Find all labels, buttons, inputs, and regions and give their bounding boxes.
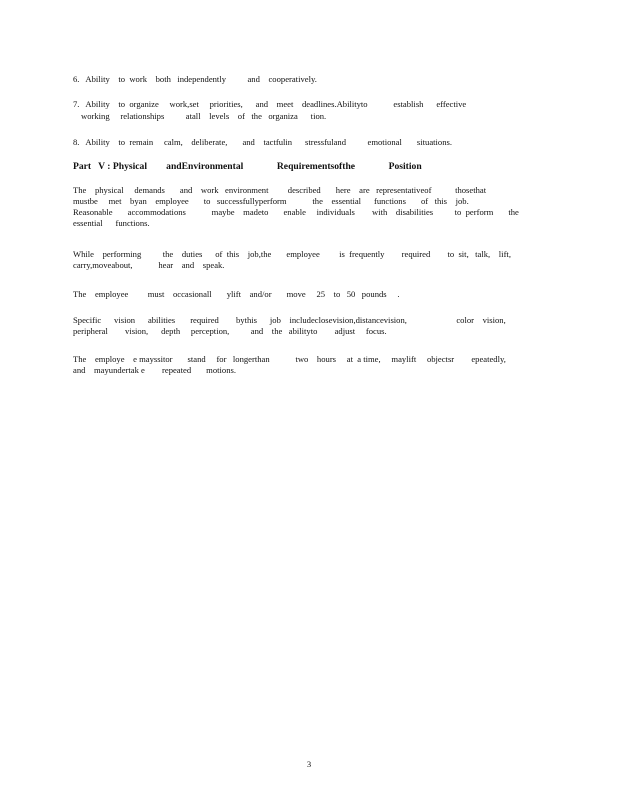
paragraph-line: Specific vision abilities required bythis job includeclosevision,distancevision, color vision, xyxy=(73,315,506,325)
paragraph-line: mustbe met byan employee to successfullyperform the essential functions of this job. xyxy=(73,196,469,206)
list-item-line: 6. Ability to work both independently and cooperatively. xyxy=(73,74,317,84)
paragraph-line: essential functions. xyxy=(73,218,150,228)
paragraph-physical-demands xyxy=(73,185,543,229)
paragraph-line: The employee must occasionall ylift and/or move 25 to 50 pounds . xyxy=(73,289,400,299)
paragraph-line: carry,moveabout, hear and speak. xyxy=(73,260,225,270)
paragraph-lifting xyxy=(73,289,543,300)
list-item-line: working relationships atall levels of the organiza tion. xyxy=(81,111,327,121)
list-item-line: 7. Ability to organize work,set priorities, and meet deadlines.Abilityto establish effective xyxy=(73,99,467,109)
list-item-line: 8. Ability to remain calm, deliberate, and tactfulin stressfuland emotional situations. xyxy=(73,137,453,147)
paragraph-line: and mayundertak e repeated motions. xyxy=(73,365,236,375)
paragraph-standing xyxy=(73,354,543,376)
section-heading: Part V : Physical andEnvironmental Requirementsofthe Position xyxy=(73,161,422,172)
paragraph-line: peripheral vision, depth perception, and the abilityto adjust focus. xyxy=(73,326,387,336)
paragraph-line: While performing the duties of this job,the employee is frequently required to sit, talk, lift, xyxy=(73,249,511,259)
list-item-6 xyxy=(73,73,543,85)
paragraph-line: The physical demands and work environment described here are representativeof thosethat xyxy=(73,185,487,195)
list-item-7 xyxy=(73,98,543,122)
paragraph-vision xyxy=(73,315,543,337)
list-item-8 xyxy=(73,136,543,148)
paragraph-line: Reasonable accommodations maybe madeto enable individuals with disabilities to perform the xyxy=(73,207,519,217)
page-number: 3 xyxy=(306,759,312,769)
paragraph-performing-duties xyxy=(73,249,543,271)
paragraph-line: The employe e mayssitor stand for longerthan two hours at a time, maylift objectsr epeatedly, xyxy=(73,354,506,364)
